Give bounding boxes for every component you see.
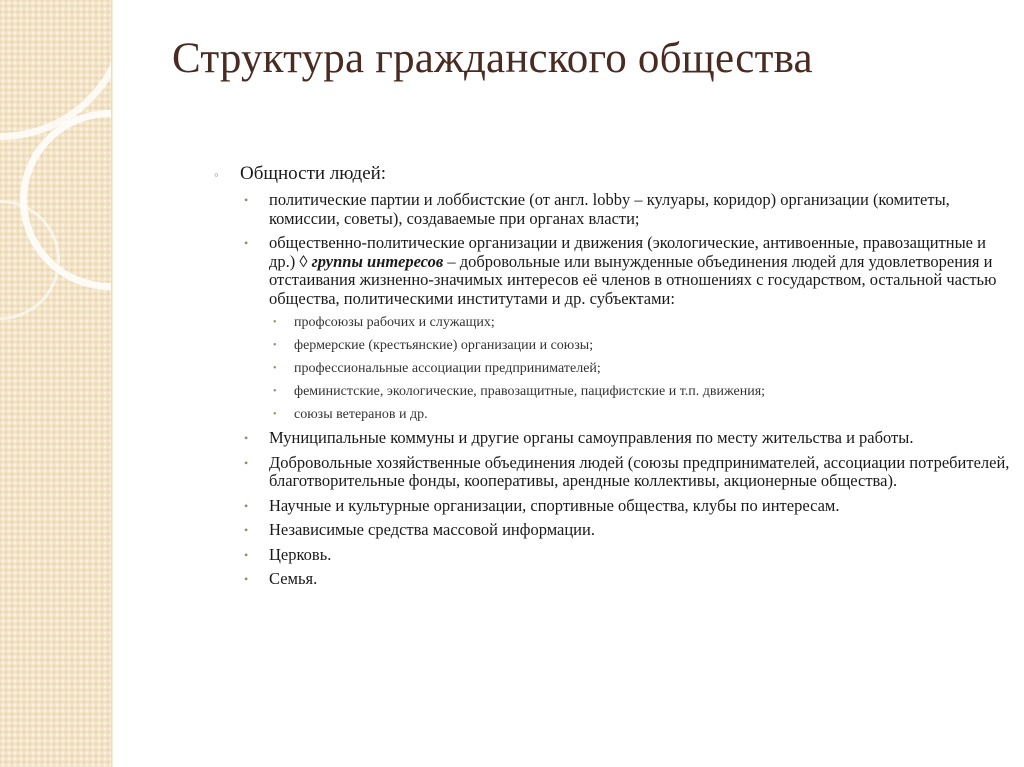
- heading-text: Общности людей:: [240, 163, 387, 184]
- heading-item: [214, 163, 1014, 185]
- list-item: [240, 546, 1014, 565]
- sub-list-item: [269, 360, 1014, 377]
- list-item: [240, 191, 1014, 228]
- bullet-icon: •: [273, 340, 277, 351]
- list-item-text: Семья.: [269, 569, 318, 588]
- bullet-icon: •: [273, 317, 277, 328]
- sub-list-item-text: профессиональные ассоциации предпринимателей;: [294, 361, 601, 376]
- bullet-icon: •: [273, 409, 277, 420]
- list-item-text: Церковь.: [269, 544, 332, 564]
- list-item-text: Добровольные хозяйственные объединения людей (союзы предпринимателей, ассоциации потребителей, благотворительные фонды, кооперативы, арендные коллективы, акционерные общества).: [269, 452, 1010, 490]
- bullet-icon: •: [244, 572, 249, 586]
- list-item-text: Научные и культурные организации, спортивные общества, клубы по интересам.: [269, 495, 840, 515]
- sub-list-item-text: союзы ветеранов и др.: [294, 407, 428, 422]
- list-item: [240, 521, 1014, 540]
- bullet-icon: •: [244, 455, 249, 470]
- bullet-icon: •: [244, 523, 249, 537]
- sub-list-item: [269, 337, 1014, 354]
- list-item: [240, 234, 1014, 308]
- bullet-icon: •: [273, 363, 277, 374]
- list-item: [240, 570, 1014, 589]
- sub-list-item-text: профсоюзы рабочих и служащих;: [294, 315, 495, 330]
- list-item-text: политические партии и лоббистские (от англ. lobby – кулуары, коридор) организации (комитеты, комиссии, советы), создаваемые при органах власти;: [269, 190, 950, 228]
- bullet-icon: •: [244, 431, 249, 445]
- list-item-text: [269, 233, 996, 308]
- list-item: [240, 497, 1014, 516]
- sidebar-edge: [111, 0, 113, 767]
- bullet-icon: •: [244, 547, 249, 562]
- list-item-text: Муниципальные коммуны и другие органы самоуправления по месту жительства и работы.: [269, 428, 914, 447]
- bullet-icon: •: [244, 193, 249, 207]
- decorative-sidebar: [0, 0, 111, 767]
- slide-content: [214, 163, 1014, 595]
- list-item-text: Независимые средства массовой информации.: [269, 520, 595, 539]
- list-item: [240, 429, 1014, 448]
- bullet-icon: •: [273, 386, 277, 397]
- bullet-icon: •: [244, 236, 249, 250]
- interest-groups-term: группы интересов: [311, 251, 444, 271]
- bullet-icon: •: [244, 498, 249, 513]
- sub-list-item: [269, 383, 1014, 400]
- slide-title: Структура гражданского общества: [172, 35, 813, 82]
- list-item-text-start: общественно-политические организации и движения (экологические, антивоенные, правозащитные и др.) ◊: [269, 233, 986, 271]
- list-item: [240, 454, 1014, 491]
- circle-bullet-icon: ◦: [214, 167, 219, 182]
- sub-list-item: [269, 314, 1014, 331]
- sub-list-item-text: феминистские, экологические, правозащитные, пацифистские и т.п. движения;: [294, 384, 766, 399]
- sub-list-item-text: фермерские (крестьянские) организации и союзы;: [294, 338, 594, 353]
- list-item-text-end: – добровольные или вынужденные объединения людей для удовлетворения и отстаивания жизненно-значимых интересов её членов в отношениях с государством, остальной частью общества, политическими институтами и др. субъектами:: [269, 251, 997, 308]
- sub-list-item: [269, 406, 1014, 423]
